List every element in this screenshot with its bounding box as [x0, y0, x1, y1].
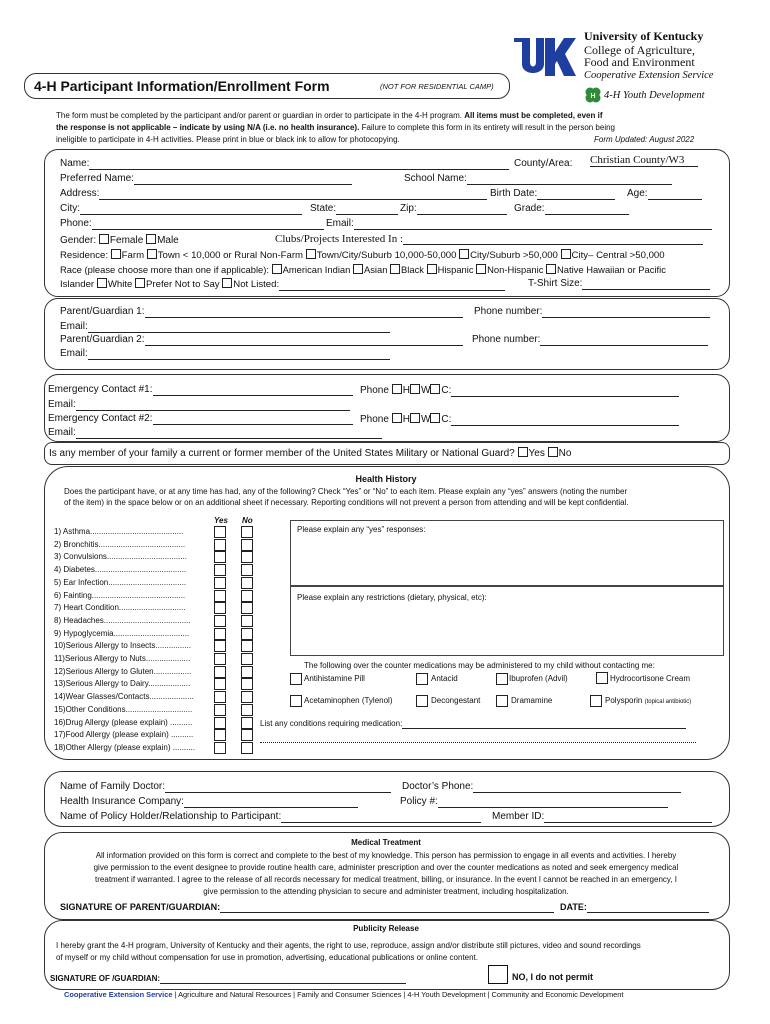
school-name-field[interactable]: School Name:: [404, 173, 672, 185]
hydrocortisone-label: Hydrocortisone Cream: [610, 674, 691, 683]
acetaminophen-label: Acetaminophen (Tylenol): [304, 696, 393, 705]
health-item-yes-checkbox[interactable]: [214, 577, 226, 589]
health-title: Health History: [355, 474, 417, 484]
publicity-signature-field[interactable]: SIGNATURE OF /GUARDIAN:: [50, 974, 406, 984]
race-black-checkbox[interactable]: [390, 264, 400, 274]
clover-letter: H: [590, 93, 596, 100]
polysporin-label: Polysporin (topical antibiotic): [605, 696, 692, 705]
health-item-yes-checkbox[interactable]: [214, 615, 226, 627]
yes-column-header: Yes: [214, 516, 228, 525]
guardian1-email-field[interactable]: Email:: [60, 321, 390, 333]
race-non-hispanic-checkbox[interactable]: [476, 264, 486, 274]
res-town-checkbox[interactable]: [147, 249, 157, 259]
health-item-no-checkbox[interactable]: [241, 729, 253, 741]
guardian2-email-field[interactable]: Email:: [60, 348, 390, 360]
military-question: Is any member of your family a current or former member of the United States Military or National Guard? Yes No: [49, 448, 572, 459]
military-yes-checkbox[interactable]: [518, 447, 528, 457]
health-item-label: 8) Headaches.......................................: [54, 615, 191, 625]
emergency2-phone: Phone H W C:: [360, 413, 679, 426]
res-farm-checkbox[interactable]: [111, 249, 121, 259]
no-column-header: No: [242, 516, 253, 525]
health-item-no-checkbox[interactable]: [241, 551, 253, 563]
race-american-indian-checkbox[interactable]: [272, 264, 282, 274]
medical-line-4: give permission to the attending physician to secure and administer treatment, including hospitalization.: [203, 887, 569, 896]
dramamine-checkbox[interactable]: [496, 695, 508, 707]
health-item-no-checkbox[interactable]: [241, 564, 253, 576]
health-item-yes-checkbox[interactable]: [214, 539, 226, 551]
birth-date-field[interactable]: Birth Date:: [490, 188, 615, 200]
female-checkbox[interactable]: [99, 234, 109, 244]
health-item-label: 10)Serious Allergy to Insects................: [54, 641, 191, 651]
medical-line-1: All information provided on this form is correct and complete to the best of my knowledge. This person has permission to engage in all events and activities. I hereby: [95, 851, 677, 860]
email-field[interactable]: Email:: [326, 218, 712, 230]
policy-holder-field[interactable]: Name of Policy Holder/Relationship to Participant:: [60, 811, 481, 823]
health-item-label: 16)Drug Allergy (please explain) ..........: [54, 717, 193, 727]
grade-field[interactable]: Grade:: [514, 203, 629, 215]
health-item-yes-checkbox[interactable]: [214, 602, 226, 614]
form-title: 4-H Participant Information/Enrollment Form: [34, 78, 330, 94]
college-name-line1: College of Agriculture,: [584, 43, 695, 57]
antacid-label: Antacid: [431, 674, 458, 683]
health-item-no-checkbox[interactable]: [241, 678, 253, 690]
medical-title: Medical Treatment: [351, 838, 421, 847]
medical-line-3: treatment if warranted. I agree to the release of all records necessary for medical treatment, billing, or insurance. In the event I cannot be reached in an emergency, I: [95, 875, 677, 884]
county-field[interactable]: County/Area:: [514, 158, 573, 169]
military-no-checkbox[interactable]: [548, 447, 558, 457]
polysporin-checkbox[interactable]: [590, 695, 602, 707]
health-item-label: 12)Serious Allergy to Gluten.................: [54, 666, 192, 676]
emergency1-work-checkbox[interactable]: [410, 384, 420, 394]
health-item-yes-checkbox[interactable]: [214, 678, 226, 690]
guardian2-phone-field[interactable]: Phone number:: [472, 334, 708, 346]
no-permit-checkbox[interactable]: [488, 965, 508, 984]
explain-restrictions-label: Please explain any restrictions (dietary, physical, etc):: [297, 593, 487, 602]
health-item-yes-checkbox[interactable]: [214, 564, 226, 576]
race-native-hawaiian-checkbox[interactable]: [546, 264, 556, 274]
health-item-no-checkbox[interactable]: [241, 628, 253, 640]
health-item-yes-checkbox[interactable]: [214, 526, 226, 538]
explain-restrictions-box[interactable]: [290, 586, 724, 656]
guardian1-phone-field[interactable]: Phone number:: [474, 306, 710, 318]
health-intro-1: Does the participant have, or at any time has had, any of the following? Check “Yes” or “No” to each item. Please explain any “yes” answers (noting the number: [64, 487, 628, 496]
health-item-label: 18)Other Allergy (please explain) ..........: [54, 742, 195, 752]
health-item-no-checkbox[interactable]: [241, 691, 253, 703]
health-item-label: 2) Bronchitis.......................................: [54, 539, 186, 549]
guardian2-field[interactable]: Parent/Guardian 2:: [60, 334, 463, 346]
medical-line-2: give permission to the event designee to provide routine health care, administer prescription and over the counter medications as noted and seek emergency medical: [93, 863, 679, 872]
conditions-medication-field[interactable]: List any conditions requiring medication:: [260, 719, 686, 729]
residence-row: Residence: Farm Town < 10,000 or Rural Non-Farm Town/City/Suburb 10,000-50,000 City/Suburb >50,000 City– Central >50,000: [60, 250, 665, 261]
race-asian-checkbox[interactable]: [353, 264, 363, 274]
college-name-line2: Food and Environment: [584, 55, 695, 69]
ibuprofen-label: Ibuprofen (Advil): [509, 674, 568, 683]
health-item-yes-checkbox[interactable]: [214, 666, 226, 678]
health-item-no-checkbox[interactable]: [241, 704, 253, 716]
uk-logo-mark: [512, 34, 578, 80]
county-value: Christian County/W3: [590, 154, 698, 167]
emergency1-field[interactable]: Emergency Contact #1:: [48, 384, 353, 396]
health-item-yes-checkbox[interactable]: [214, 742, 226, 754]
intro-line-2: the response is not applicable – indicate by using N/A (i.e. no health insurance). Failure to complete this form in its entirety will result in the person being: [56, 123, 616, 132]
antacid-checkbox[interactable]: [416, 673, 428, 685]
emergency2-work-checkbox[interactable]: [410, 413, 420, 423]
conditions-medication-line-2[interactable]: [260, 742, 696, 743]
health-item-label: 5) Ear Infection...................................: [54, 577, 187, 587]
race-not-listed-checkbox[interactable]: [222, 278, 232, 288]
health-item-no-checkbox[interactable]: [241, 742, 253, 754]
race-white-checkbox[interactable]: [97, 278, 107, 288]
doctor-phone-field[interactable]: Doctor’s Phone:: [402, 781, 681, 793]
health-item-no-checkbox[interactable]: [241, 615, 253, 627]
footer-program-areas: | Agriculture and Natural Resources | Family and Consumer Sciences | 4-H Youth Development | Community and Economic Development: [174, 990, 624, 999]
decongestant-label: Decongestant: [431, 696, 481, 705]
health-item-no-checkbox[interactable]: [241, 653, 253, 665]
clubs-field[interactable]: Clubs/Projects Interested In :: [275, 233, 703, 245]
youth-development: 4-H Youth Development: [604, 90, 705, 101]
health-item-label: 13)Serious Allergy to Dairy...................: [54, 679, 191, 689]
preferred-name-field[interactable]: Preferred Name:: [60, 173, 352, 185]
health-item-no-checkbox[interactable]: [241, 539, 253, 551]
explain-yes-label: Please explain any “yes” responses:: [297, 525, 426, 534]
form-subtitle: (NOT FOR RESIDENTIAL CAMP): [380, 82, 494, 91]
form-updated: Form Updated: August 2022: [594, 135, 695, 144]
antihistamine-checkbox[interactable]: [290, 673, 302, 685]
health-item-no-checkbox[interactable]: [241, 717, 253, 729]
otc-intro: The following over the counter medications may be administered to my child without contacting me:: [304, 661, 655, 670]
health-item-yes-checkbox[interactable]: [214, 729, 226, 741]
res-town-city-checkbox[interactable]: [306, 249, 316, 259]
health-item-label: 4) Diabetes.........................................: [54, 565, 187, 575]
health-item-yes-checkbox[interactable]: [214, 717, 226, 729]
zip-field[interactable]: Zip:: [400, 203, 507, 215]
gender-row: Gender: Female Male: [60, 235, 179, 246]
health-item-yes-checkbox[interactable]: [214, 590, 226, 602]
extension-service: Cooperative Extension Service: [584, 70, 714, 81]
footer-ces: Cooperative Extension Service: [64, 990, 173, 999]
emergency2-field[interactable]: Emergency Contact #2:: [48, 413, 353, 425]
publicity-title: Publicity Release: [353, 924, 419, 933]
race-row: Race (please choose more than one if applicable): American Indian Asian Black Hispanic Non-Hispanic Native Hawaiian or Pacific: [60, 264, 666, 275]
emergency2-email-field[interactable]: Email:: [48, 427, 382, 439]
health-item-yes-checkbox[interactable]: [214, 628, 226, 640]
health-item-no-checkbox[interactable]: [241, 666, 253, 678]
health-item-label: 6) Fainting..........................................: [54, 590, 186, 600]
health-item-no-checkbox[interactable]: [241, 640, 253, 652]
age-field[interactable]: Age:: [627, 188, 702, 200]
policy-field[interactable]: Policy #:: [400, 796, 668, 808]
health-item-label: 1) Asthma..........................................: [54, 527, 184, 536]
footer: [64, 990, 623, 999]
insurance-field[interactable]: Health Insurance Company:: [60, 796, 358, 808]
uk-logo: [512, 34, 578, 80]
medical-date-field[interactable]: DATE:: [560, 902, 709, 913]
state-field[interactable]: State:: [310, 203, 398, 215]
health-item-no-checkbox[interactable]: [241, 526, 253, 538]
hydrocortisone-checkbox[interactable]: [596, 672, 608, 684]
publicity-line-2: of myself or my child without compensation for use in promotion, advertising, educational publications or online content.: [56, 953, 479, 962]
medical-signature-field[interactable]: SIGNATURE OF PARENT/GUARDIAN:: [60, 902, 554, 913]
guardian1-field[interactable]: Parent/Guardian 1:: [60, 306, 463, 318]
health-item-label: 9) Hypoglycemia..................................: [54, 628, 190, 638]
race-prefer-not-checkbox[interactable]: [135, 278, 145, 288]
publicity-line-1: I hereby grant the 4-H program, University of Kentucky and their agents, the right to use, reproduce, assign and/or distribute still pictures, video and sound recordings: [56, 941, 641, 950]
health-item-yes-checkbox[interactable]: [214, 640, 226, 652]
health-item-yes-checkbox[interactable]: [214, 691, 226, 703]
phone-field[interactable]: Phone:: [60, 218, 324, 230]
city-field[interactable]: City:: [60, 203, 302, 215]
health-item-yes-checkbox[interactable]: [214, 704, 226, 716]
health-item-label: 14)Wear Glasses/Contacts....................: [54, 692, 194, 702]
health-item-yes-checkbox[interactable]: [214, 653, 226, 665]
address-field[interactable]: Address:: [60, 188, 487, 200]
name-field[interactable]: Name:: [60, 158, 509, 170]
health-item-no-checkbox[interactable]: [241, 590, 253, 602]
health-item-label: 17)Food Allergy (please explain) ..........: [54, 730, 194, 740]
health-item-yes-checkbox[interactable]: [214, 551, 226, 563]
emergency1-email-field[interactable]: Email:: [48, 399, 350, 411]
res-city-suburb-checkbox[interactable]: [459, 249, 469, 259]
intro-line-3: ineligible to participate in 4-H activities. Please print in blue or black ink to allow for photocopying.: [56, 135, 400, 144]
race-row-2: Islander White Prefer Not to Say Not Listed:: [60, 278, 505, 291]
health-item-label: 11)Serious Allergy to Nuts....................: [54, 654, 191, 663]
antihistamine-label: Antihistamine Pill: [304, 674, 365, 683]
tshirt-field[interactable]: T-Shirt Size:: [528, 278, 710, 290]
health-item-label: 15)Other Conditions..............................: [54, 704, 193, 714]
intro-line-1: The form must be completed by the participant and/or parent or guardian in order to participate in the 4-H program. All items must be completed, even if: [56, 111, 603, 120]
ibuprofen-checkbox[interactable]: [496, 673, 508, 685]
health-intro-2: of the item) in the space below or on an additional sheet if necessary. Reporting conditions will not prevent a person from attending and will be kept confidential.: [64, 498, 629, 507]
health-item-label: 3) Convulsions....................................: [54, 552, 187, 562]
university-name: University of Kentucky: [584, 29, 704, 43]
family-doctor-field[interactable]: Name of Family Doctor:: [60, 781, 391, 793]
res-city-central-checkbox[interactable]: [561, 249, 571, 259]
health-items-list: [54, 527, 284, 757]
health-item-label: 7) Heart Condition..............................: [54, 603, 186, 613]
decongestant-checkbox[interactable]: [416, 695, 428, 707]
male-checkbox[interactable]: [146, 234, 156, 244]
emergency2-cell-checkbox[interactable]: [430, 413, 440, 423]
emergency1-cell-checkbox[interactable]: [430, 384, 440, 394]
clover-icon: [584, 86, 602, 104]
health-item-no-checkbox[interactable]: [241, 602, 253, 614]
emergency1-phone: Phone H W C:: [360, 384, 679, 397]
dramamine-label: Dramamine: [511, 696, 553, 705]
explain-yes-box[interactable]: [290, 520, 724, 586]
race-hispanic-checkbox[interactable]: [427, 264, 437, 274]
member-id-field[interactable]: Member ID:: [492, 811, 712, 823]
emergency1-home-checkbox[interactable]: [392, 384, 402, 394]
emergency2-home-checkbox[interactable]: [392, 413, 402, 423]
acetaminophen-checkbox[interactable]: [290, 695, 302, 707]
health-item-no-checkbox[interactable]: [241, 577, 253, 589]
no-permit-label: NO, I do not permit: [512, 972, 593, 982]
